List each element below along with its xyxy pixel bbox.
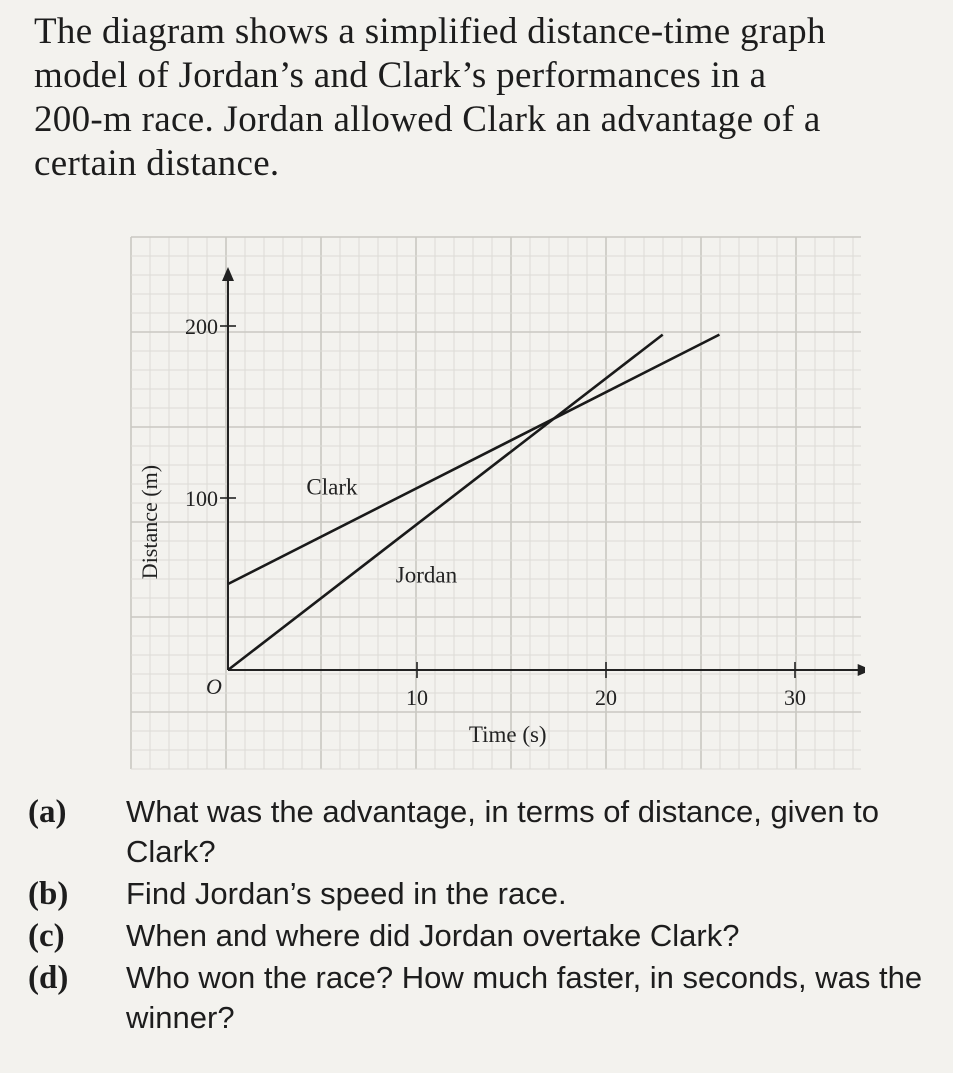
chart-svg — [127, 233, 865, 773]
x-axis-label: Time (s) — [468, 722, 547, 747]
y-axis-arrow — [222, 267, 234, 281]
x-tick-label: 30 — [784, 685, 806, 710]
grid — [131, 237, 861, 769]
jordan-line — [228, 335, 663, 670]
question-text: When and where did Jordan overtake Clark? — [126, 918, 740, 953]
distance-time-graph — [127, 233, 865, 773]
y-tick-label: 200 — [185, 314, 218, 339]
intro-line: The diagram shows a simplified distance-time graph — [34, 11, 826, 52]
question-letter: (b) — [28, 876, 69, 912]
question-item — [28, 874, 938, 914]
x-axis-arrow — [858, 664, 865, 676]
question-letter: (d) — [28, 960, 69, 996]
origin-label: O — [206, 674, 222, 699]
question-item — [28, 792, 938, 872]
intro-paragraph — [34, 10, 934, 186]
y-axis-label: Distance (m) — [137, 464, 162, 580]
question-letter: (c) — [28, 918, 65, 954]
x-tick-label: 20 — [595, 685, 617, 710]
question-item — [28, 916, 938, 956]
intro-line: model of Jordan’s and Clark’s performances in a — [34, 55, 767, 96]
question-item — [28, 958, 938, 1038]
questions-list — [28, 792, 938, 1040]
question-text: Who won the race? How much faster, in seconds, was the winner? — [126, 960, 923, 1035]
labels-group — [137, 314, 806, 747]
question-text: What was the advantage, in terms of distance, given to Clark? — [126, 794, 880, 869]
question-text: Find Jordan’s speed in the race. — [126, 876, 567, 911]
jordan-series-label: Jordan — [395, 562, 458, 588]
question-letter: (a) — [28, 794, 67, 830]
x-tick-label: 10 — [406, 685, 428, 710]
intro-line: 200-m race. Jordan allowed Clark an advantage of a — [34, 99, 821, 140]
y-tick-label: 100 — [185, 486, 218, 511]
intro-line: certain distance. — [34, 143, 280, 184]
clark-series-label: Clark — [306, 474, 358, 500]
